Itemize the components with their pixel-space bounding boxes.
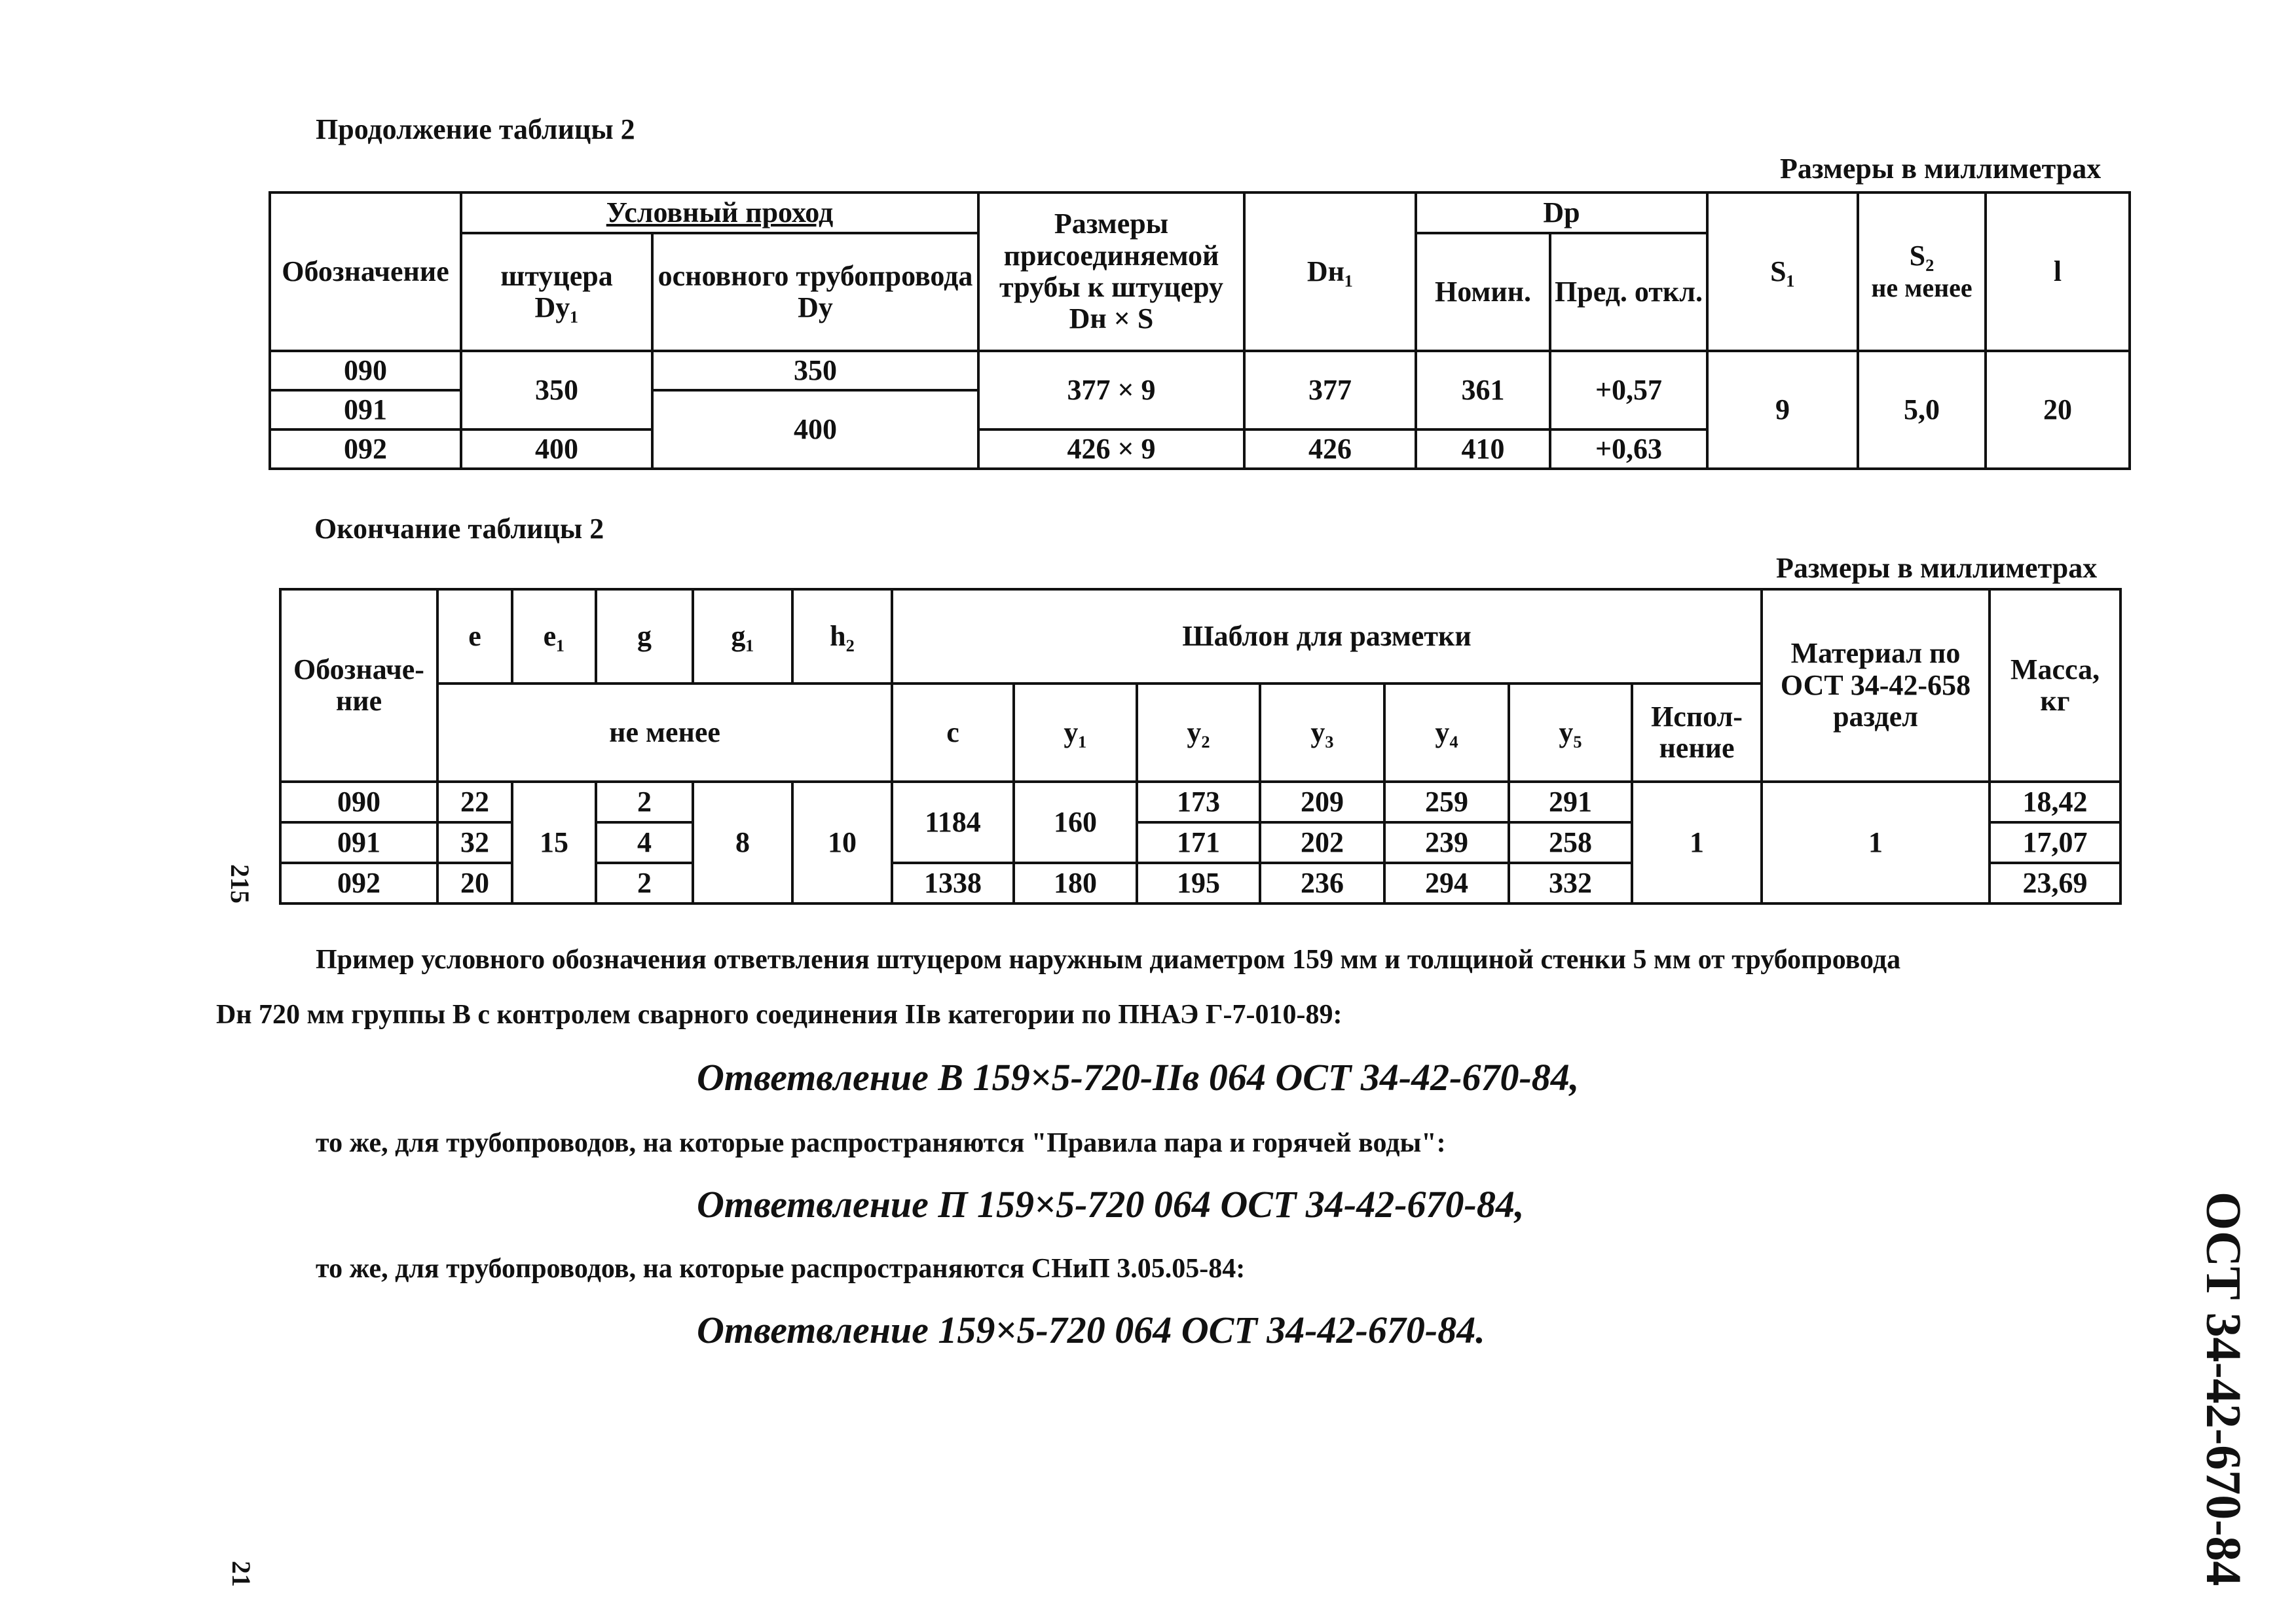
cell-des: 091 (280, 822, 437, 863)
th-e1: e₁ (512, 589, 596, 684)
table2-units: Размеры в миллиметрах (1776, 552, 2098, 584)
page-number: 21 (227, 1561, 256, 1587)
cell-g: 2 (596, 782, 693, 822)
th-s1: S₁ (1707, 192, 1858, 351)
cell-e: 32 (437, 822, 512, 863)
cell-h2: 10 (792, 782, 892, 903)
th-y2: y₂ (1137, 684, 1260, 782)
cell-e1: 15 (512, 782, 596, 903)
cell-dy: 350 (652, 351, 978, 390)
th-nom: Номин. (1416, 233, 1550, 351)
cell-y4: 239 (1384, 822, 1509, 863)
cell-mass: 23,69 (1990, 863, 2120, 903)
cell-g1: 8 (693, 782, 792, 903)
th-h2: h₂ (792, 589, 892, 684)
cell-des: 090 (280, 782, 437, 822)
th-material: Материал по ОСТ 34-42-658 раздел (1762, 589, 1990, 782)
th-y1: y₁ (1014, 684, 1137, 782)
th-s2: S₂ не менее (1858, 192, 1986, 351)
cell-des: 090 (270, 351, 461, 390)
th-designation: Обозначе-ние (280, 589, 437, 782)
cell-y4: 294 (1384, 863, 1509, 903)
table1 (268, 191, 2131, 470)
cell-y5: 258 (1509, 822, 1632, 863)
table-row (270, 351, 2130, 390)
cell-l: 20 (1986, 351, 2130, 469)
th-fitting: штуцера Dу₁ (461, 233, 652, 351)
cell-tol: +0,57 (1550, 351, 1707, 429)
cell-s2: 5,0 (1858, 351, 1986, 469)
example-line-3: то же, для трубопроводов, на которые распространяются "Правила пара и горячей воды": (316, 1128, 1446, 1158)
cell-y2: 173 (1137, 782, 1260, 822)
table2-heading: Окончание таблицы 2 (314, 513, 604, 545)
cell-y1: 160 (1014, 782, 1137, 863)
cell-e: 22 (437, 782, 512, 822)
th-y4: y₄ (1384, 684, 1509, 782)
cell-nom: 361 (1416, 351, 1550, 429)
cell-y3: 202 (1260, 822, 1384, 863)
cell-y3: 209 (1260, 782, 1384, 822)
th-template: Шаблон для разметки (892, 589, 1762, 684)
table2 (279, 588, 2122, 905)
cell-mass: 17,07 (1990, 822, 2120, 863)
th-y5: y₅ (1509, 684, 1632, 782)
cell-des: 092 (280, 863, 437, 903)
cell-mass: 18,42 (1990, 782, 2120, 822)
th-main: основного трубопровода Dу (652, 233, 978, 351)
example-line-2: Dн 720 мм группы В с контролем сварного соединения IIв категории по ПНАЭ Г-7-010-89: (216, 1000, 1342, 1030)
cell-c: 1338 (892, 863, 1014, 903)
th-version: Испол-нение (1632, 684, 1762, 782)
th-dn1: Dн₁ (1244, 192, 1416, 351)
cell-dns: 377 × 9 (978, 351, 1244, 429)
table1-heading: Продолжение таблицы 2 (316, 113, 635, 145)
table-row (280, 782, 2120, 822)
cell-tol: +0,63 (1550, 429, 1707, 469)
cell-dy1: 400 (461, 429, 652, 469)
cell-dn1: 377 (1244, 351, 1416, 429)
cell-y5: 291 (1509, 782, 1632, 822)
cell-y5: 332 (1509, 863, 1632, 903)
example-line-4: то же, для трубопроводов, на которые распространяются СНиП 3.05.05-84: (316, 1254, 1246, 1284)
th-nominal-bore: Условный проход (461, 192, 978, 233)
cell-y4: 259 (1384, 782, 1509, 822)
th-designation: Обозначение (270, 192, 461, 351)
cell-dy1: 350 (461, 351, 652, 429)
cell-version: 1 (1632, 782, 1762, 903)
table1-units: Размеры в миллиметрах (1780, 153, 2102, 185)
th-pipe-dims: Размеры присоединяемой трубы к штуцеру Dн × S (978, 192, 1244, 351)
th-y3: y₃ (1260, 684, 1384, 782)
example-formula-1: Ответвление В 159×5-720-IIв 064 ОСТ 34-42-670-84, (697, 1056, 1580, 1099)
cell-dn1: 426 (1244, 429, 1416, 469)
th-e: e (437, 589, 512, 684)
th-c: c (892, 684, 1014, 782)
standard-code: ОСТ 34-42-670-84 (2196, 1192, 2251, 1586)
margin-page-number: 215 (225, 864, 255, 903)
cell-g: 4 (596, 822, 693, 863)
example-formula-3: Ответвление 159×5-720 064 ОСТ 34-42-670-84. (697, 1309, 1485, 1351)
th-g: g (596, 589, 693, 684)
cell-des: 091 (270, 390, 461, 429)
example-formula-2: Ответвление П 159×5-720 064 ОСТ 34-42-670-84, (697, 1183, 1525, 1226)
th-min: не менее (437, 684, 892, 782)
th-dp: Dр (1416, 192, 1707, 233)
th-l: l (1986, 192, 2130, 351)
cell-dy: 400 (652, 390, 978, 469)
th-tol: Пред. откл. (1550, 233, 1707, 351)
cell-g: 2 (596, 863, 693, 903)
example-line-1: Пример условного обозначения ответвления штуцером наружным диаметром 159 мм и толщиной стенки 5 мм от трубопровода (316, 945, 1901, 975)
th-g1: g₁ (693, 589, 792, 684)
cell-c: 1184 (892, 782, 1014, 863)
cell-y2: 171 (1137, 822, 1260, 863)
th-mass: Масса, кг (1990, 589, 2120, 782)
cell-des: 092 (270, 429, 461, 469)
cell-material: 1 (1762, 782, 1990, 903)
cell-e: 20 (437, 863, 512, 903)
cell-nom: 410 (1416, 429, 1550, 469)
cell-dns: 426 × 9 (978, 429, 1244, 469)
cell-s1: 9 (1707, 351, 1858, 469)
cell-y1: 180 (1014, 863, 1137, 903)
cell-y2: 195 (1137, 863, 1260, 903)
cell-y3: 236 (1260, 863, 1384, 903)
